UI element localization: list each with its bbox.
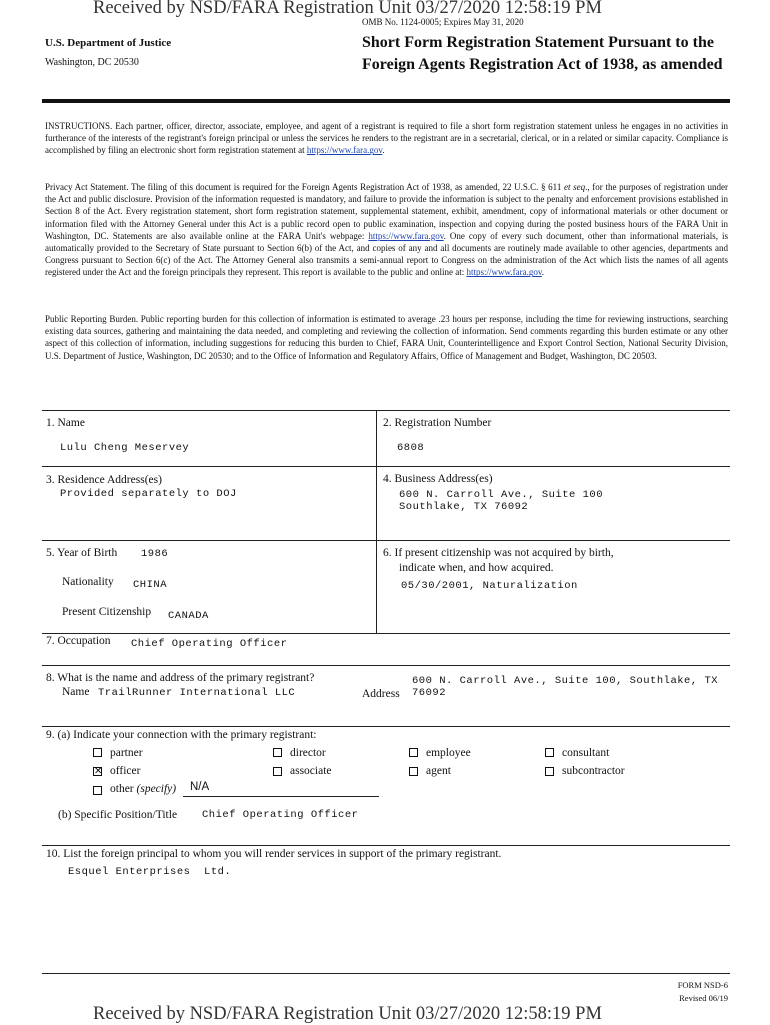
business-address-label: 4. Business Address(es) xyxy=(383,473,493,485)
subcontractor-label: subcontractor xyxy=(562,765,625,777)
form-top-line xyxy=(42,410,730,411)
partner-checkbox[interactable] xyxy=(93,748,102,757)
agent-checkbox[interactable] xyxy=(409,767,418,776)
registrant-address-line1[interactable]: 600 N. Carroll Ave., Suite 100, Southlake, TX xyxy=(412,675,719,687)
nationality-field[interactable]: CHINA xyxy=(133,579,168,591)
primary-registrant-label: 8. What is the name and address of the primary registrant? xyxy=(46,672,315,684)
fara-link[interactable]: https://www.fara.gov xyxy=(466,267,542,278)
employee-label: employee xyxy=(426,747,471,759)
director-checkbox[interactable] xyxy=(273,748,282,757)
residence-address-label: 3. Residence Address(es) xyxy=(46,474,162,486)
privacy-text-a: Privacy Act Statement. The filing of this document is required for the Foreign Agents Registration Act of 1938, as amended, 22 U.S.C. § 611 xyxy=(45,182,564,192)
fara-link[interactable]: https://www.fara.gov xyxy=(306,145,383,156)
associate-label: associate xyxy=(290,765,332,777)
citizenship-question-line1: 6. If present citizenship was not acquired by birth, xyxy=(383,547,614,559)
fara-link[interactable]: https://www.fara.gov xyxy=(368,230,444,241)
privacy-text-b: ., for the purposes of registration under the Act and public disclosure. Provision of the information requested is mandatory, and failure to provide the information is subject to the penalty and enforcement provisions established in Section 8 of the Act. Every registration statement, short form registration statement, supplemental statement, exhibit, amendment, copy of informational materials or other document or information filed with the Attorney General under this Act is a public record open to public examination, inspection and copying during the posted business hours of the FARA Unit in Washington, DC. Statements are also available online at the FARA Unit's webpage: xyxy=(45,182,729,241)
registrant-address-line2[interactable]: 76092 xyxy=(412,687,447,699)
business-address-line1[interactable]: 600 N. Carroll Ave., Suite 100 xyxy=(399,489,604,501)
registration-number-label: 2. Registration Number xyxy=(383,417,492,429)
year-of-birth-label: 5. Year of Birth xyxy=(46,547,118,559)
privacy-paragraph: Privacy Act Statement. The filing of this document is required for the Foreign Agents Registration Act of 1938, as amended, 22 U.S.C. § 611 et seq., for the purposes of registration under the Act and public disclosure. Provision of the information requested is mandatory, and failure to provide the information is subject to the penalty and enforcement provisions established in Section 8 of the Act. Every registration statement, short form registration statement, supplemental statement, exhibit, amendment, copy of informational materials or other document or information filed with the Attorney General under this Act is a public record open to public examination, inspection and copying during the posted business hours of the FARA Unit in Washington, DC. Statements are also available online at the FARA Unit's webpage: https://www.fara.gov. One copy of every such document, other than informational materials, is automatically provided to the Secretary of State pursuant to Section 6(b) of the Act, and copies of any and all documents are routinely made available to other agencies, departments and Congress pursuant to Section 6(c) of the Act. The Attorney General also transmits a semi-annual report to Congress on the administration of the Act which lists the names of all agents registered under the Act and the foreign principals they represent. This report is available to the public and online at: https://www.fara.gov. xyxy=(45,182,729,278)
connection-label: 9. (a) Indicate your connection with the primary registrant: xyxy=(46,729,317,741)
officer-checkbox[interactable] xyxy=(93,767,102,776)
row-line xyxy=(42,726,730,727)
occupation-label: 7. Occupation xyxy=(46,635,111,647)
row-line xyxy=(42,466,730,467)
business-address-line2[interactable]: Southlake, TX 76092 xyxy=(399,501,529,513)
other-label xyxy=(110,783,176,795)
instructions-text: INSTRUCTIONS. Each partner, officer, director, associate, employee, and agent of a registrant is required to file a short form registration statement unless he engages in no activities in furtherance of the interests of the registrant's foreign principal or unless the services he renders to the registrant are in a secretarial, clerical, or in a related or similar capacity. Compliance is accomplished by filing an electronic short form registration statement at xyxy=(45,121,728,156)
year-of-birth-field[interactable]: 1986 xyxy=(141,548,169,560)
occupation-field[interactable]: Chief Operating Officer xyxy=(131,638,288,650)
position-title-label: (b) Specific Position/Title xyxy=(58,809,178,821)
foreign-principal-field[interactable]: Esquel Enterprises Ltd. xyxy=(68,866,232,878)
other-specify-field[interactable]: N/A xyxy=(190,781,210,793)
nationality-label: Nationality xyxy=(62,576,114,588)
registrant-address-label: Address xyxy=(362,688,400,700)
foreign-principal-label: 10. List the foreign principal to whom you will render services in support of the primary registrant. xyxy=(46,848,502,860)
citizenship-label: Present Citizenship xyxy=(62,606,152,618)
other-specify-underline xyxy=(183,796,379,797)
agent-label: agent xyxy=(426,765,451,777)
subcontractor-checkbox[interactable] xyxy=(545,767,554,776)
name-label: 1. Name xyxy=(46,417,85,429)
row-line xyxy=(42,845,730,846)
specify-text: (specify) xyxy=(136,783,177,795)
associate-checkbox[interactable] xyxy=(273,767,282,776)
other-text: other xyxy=(110,783,137,795)
registrant-name-label: Name xyxy=(62,686,90,698)
row-line xyxy=(42,633,730,634)
other-checkbox[interactable] xyxy=(93,786,102,795)
residence-address-field[interactable]: Provided separately to DOJ xyxy=(60,488,237,500)
employee-checkbox[interactable] xyxy=(409,748,418,757)
received-stamp-top: Received by NSD/FARA Registration Unit 03/27/2020 12:58:19 PM xyxy=(93,0,602,18)
check-mark-icon: ✕ xyxy=(94,766,103,777)
citizenship-question-line2: indicate when, and how acquired. xyxy=(399,562,554,574)
received-stamp-bottom: Received by NSD/FARA Registration Unit 03/27/2020 12:58:19 PM xyxy=(93,1004,602,1024)
citizenship-acquired-field[interactable]: 05/30/2001, Naturalization xyxy=(401,580,578,592)
burden-paragraph: Public Reporting Burden. Public reporting burden for this collection of information is estimated to average .23 hours per response, including the time for reviewing instructions, searching existing data sources, gathering and maintaining the data needed, and completing and reviewing the collection of information. Send comments regarding this burden estimate or any other aspect of this collection of information, including suggestions for reducing this burden to Chief, FARA Unit, Counterintelligence and Export Control Section, National Security Division, U.S. Department of Justice, Washington, DC 20530; and to the Office of Information and Regulatory Affairs, Office of Management and Budget, Washington, DC 20503. xyxy=(45,314,728,361)
position-title-field[interactable]: Chief Operating Officer xyxy=(202,809,359,821)
name-field[interactable]: Lulu Cheng Meservey xyxy=(60,442,190,454)
director-label: director xyxy=(290,747,326,759)
omb-number: OMB No. 1124-0005; Expires May 31, 2020 xyxy=(362,17,524,27)
department-name: U.S. Department of Justice xyxy=(45,37,172,49)
registration-number-field[interactable]: 6808 xyxy=(397,442,425,454)
officer-label: officer xyxy=(110,765,141,777)
row-line xyxy=(42,665,730,666)
privacy-text-c: . One copy of every such document, other than informational materials, is automatically provided to the Secretary of State pursuant to Section 6(b) of the Act, and copies of any and all documents are routinely made available to other agencies, departments and Congress pursuant to Section 6(c) of the Act. The Attorney General also transmits a semi-annual report to Congress on the administration of the Act which lists the names of all agents registered under the Act and the foreign principals they represent. This report is available to the public and online at: xyxy=(45,230,729,278)
privacy-et-seq: et seq xyxy=(564,182,586,192)
consultant-label: consultant xyxy=(562,747,610,759)
form-title: Short Form Registration Statement Pursuant to the Foreign Agents Registration Act of 1938, as amended xyxy=(362,34,723,73)
department-city: Washington, DC 20530 xyxy=(45,57,139,68)
form-bottom-line xyxy=(42,973,730,974)
partner-label: partner xyxy=(110,747,143,759)
citizenship-field[interactable]: CANADA xyxy=(168,610,209,622)
row-line xyxy=(42,540,730,541)
header-divider xyxy=(42,99,730,103)
form-revision: Revised 06/19 xyxy=(679,993,728,1003)
instructions-paragraph: INSTRUCTIONS. Each partner, officer, director, associate, employee, and agent of a registrant is required to file a short form registration statement unless he engages in no activities in furtherance of the interests of the registrant's foreign principal or unless the services he renders to the registrant are in a secretarial, clerical, or in a related or similar capacity. Compliance is accomplished by filing an electronic short form registration statement at https://www.fara.gov. xyxy=(45,121,728,156)
consultant-checkbox[interactable] xyxy=(545,748,554,757)
form-center-divider xyxy=(376,410,377,633)
form-number: FORM NSD-6 xyxy=(677,980,728,990)
registrant-name-field[interactable]: TrailRunner International LLC xyxy=(98,687,296,699)
